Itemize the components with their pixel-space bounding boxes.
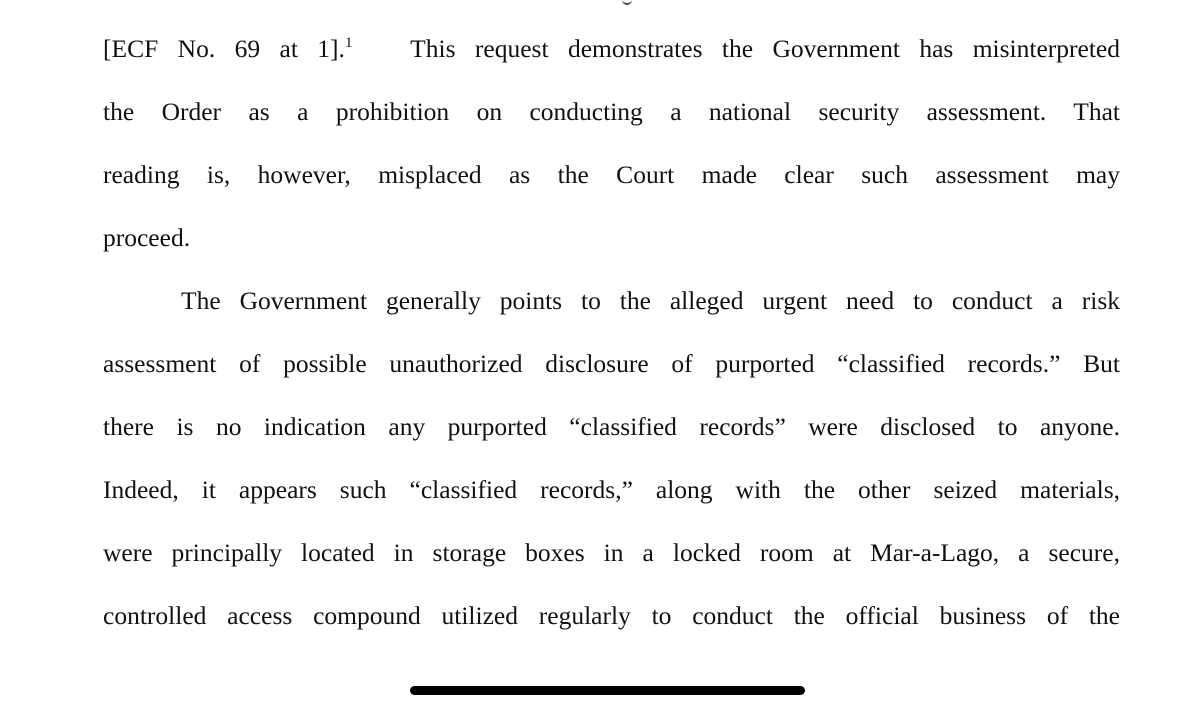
text-line-1-post: This request demonstrates the Government has misinterpreted	[352, 34, 1121, 63]
text-line-4: proceed.	[103, 223, 191, 252]
home-indicator[interactable]	[410, 686, 805, 695]
footnote-reference[interactable]: 1	[344, 35, 353, 51]
text-line-5: The Government generally points to the alleged urgent need to conduct a risk	[181, 286, 1120, 315]
text-line-3: reading is, however, misplaced as the Court made clear such assessment may	[103, 160, 1120, 189]
clipped-text-fragment	[622, 0, 632, 5]
text-line-10: controlled access compound utilized regularly to conduct the official business of the	[103, 601, 1120, 630]
text-line-2: the Order as a prohibition on conducting a national security assessment. That	[103, 97, 1120, 126]
text-line-1	[103, 32, 1120, 66]
text-line-8: Indeed, it appears such “classified records,” along with the other seized materials,	[103, 475, 1120, 504]
text-line-7: there is no indication any purported “classified records” were disclosed to anyone.	[103, 412, 1120, 441]
text-line-6: assessment of possible unauthorized disclosure of purported “classified records.” But	[103, 349, 1120, 378]
text-line-9: were principally located in storage boxes in a locked room at Mar-a-Lago, a secure,	[103, 538, 1120, 567]
text-line-1-pre: [ECF No. 69 at 1].	[103, 34, 345, 63]
